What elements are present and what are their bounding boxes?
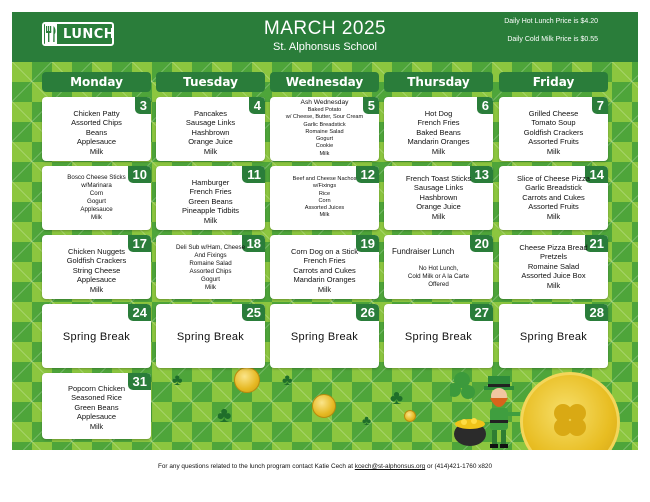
clover-icon: ♣ — [172, 372, 183, 389]
day-cell — [499, 235, 608, 299]
menu-item: Applesauce — [76, 275, 117, 285]
gold-coin-icon — [404, 410, 416, 422]
day-cell — [384, 97, 493, 161]
menu-items — [270, 247, 379, 294]
clover-icon: ♣ — [390, 387, 404, 409]
menu-item: Romaine Salad — [305, 128, 344, 135]
day-header-friday: Friday — [499, 72, 608, 92]
date-number: 31 — [128, 373, 151, 390]
menu-item: Goldfish Crackers — [523, 127, 584, 137]
date-number: 5 — [363, 97, 379, 114]
menu-item: Assorted Fruits — [528, 202, 579, 212]
menu-item: Pancakes — [194, 109, 227, 118]
menu-item: Milk — [319, 212, 330, 219]
date-number: 27 — [470, 304, 493, 321]
menu-item: Beef and Cheese Nachos — [292, 176, 357, 182]
spring-break-label: Spring Break — [62, 331, 131, 343]
menu-item: Orange Juice — [188, 137, 233, 147]
calendar-frame — [12, 12, 638, 450]
menu-item: Mandarin Oranges — [293, 275, 356, 285]
day-cell — [270, 166, 379, 230]
menu-item: Milk — [431, 211, 446, 221]
menu-item: Romaine Salad — [189, 260, 232, 268]
menu-items — [384, 109, 493, 156]
menu-item: Ash Wednesday — [300, 99, 349, 106]
menu-item: Cold Milk or A la Carte — [407, 273, 470, 281]
menu-item: Chicken Nuggets — [67, 247, 126, 256]
menu-item: Assorted Juice Box — [521, 271, 586, 281]
date-number: 17 — [128, 235, 151, 252]
menu-items — [42, 109, 151, 156]
menu-item: Milk — [319, 150, 330, 157]
clover-icon: ♣ — [217, 402, 232, 427]
menu-item: Applesauce — [76, 412, 117, 422]
menu-item: Gogurt — [201, 276, 220, 284]
spring-break-label: Spring Break — [176, 331, 245, 343]
menu-item: And Fixings — [194, 252, 227, 260]
menu-item: Gogurt — [315, 136, 334, 143]
menu-item: Goldfish Crackers — [66, 256, 127, 266]
menu-item: Milk — [546, 211, 561, 221]
menu-item: Milk — [546, 146, 561, 156]
menu-item: Corn — [89, 190, 104, 198]
footer-contact — [0, 463, 650, 470]
menu-item: Milk — [89, 284, 104, 294]
cold-milk-price: Daily Cold Milk Price is $0.55 — [507, 36, 598, 43]
day-header-monday: Monday — [42, 72, 151, 92]
day-cell — [499, 304, 608, 368]
spring-break-label: Spring Break — [290, 331, 359, 343]
day-cell — [42, 97, 151, 161]
menu-item: Pretzels — [539, 252, 568, 262]
menu-item: w/Marinara — [81, 182, 112, 190]
day-cell — [156, 166, 265, 230]
gold-coin-icon — [312, 394, 336, 418]
menu-items — [42, 174, 151, 223]
menu-item: Milk — [203, 146, 218, 156]
menu-item: Milk — [203, 215, 218, 225]
menu-items — [270, 99, 379, 158]
date-number: 25 — [242, 304, 265, 321]
menu-item: Chicken Patty — [73, 109, 120, 118]
date-number: 28 — [585, 304, 608, 321]
menu-item: Gogurt — [87, 198, 106, 206]
day-cell — [499, 97, 608, 161]
menu-item: Corn — [318, 197, 331, 204]
menu-item: Carrots and Cukes — [522, 192, 585, 202]
menu-items — [42, 247, 151, 294]
menu-item: Assorted Chips — [71, 118, 122, 128]
day-header-thursday: Thursday — [384, 72, 493, 92]
clover-icon: ♣ — [282, 372, 293, 389]
date-number: 21 — [585, 235, 608, 252]
date-number: 6 — [477, 97, 493, 114]
menu-item: Orange Juice — [416, 202, 461, 212]
menu-item: Garlic Breadstick — [525, 183, 582, 193]
spring-break-label: Spring Break — [519, 331, 588, 343]
menu-items — [499, 174, 608, 221]
date-number: 19 — [356, 235, 379, 252]
menu-item: Applesauce — [76, 137, 117, 147]
menu-items — [499, 109, 608, 156]
hot-lunch-price: Daily Hot Lunch Price is $4.20 — [504, 18, 598, 25]
menu-item: Hamburger — [191, 178, 230, 187]
logo-label: LUNCH — [63, 26, 116, 42]
menu-items — [270, 176, 379, 220]
menu-item: Assorted Chips — [189, 268, 232, 276]
menu-item: Assorted Juices — [304, 205, 345, 212]
school-name: St. Alphonsus School — [273, 41, 377, 53]
day-header-wednesday: Wednesday — [270, 72, 379, 92]
gold-coin-icon — [234, 367, 260, 393]
menu-items — [156, 109, 265, 156]
menu-item: Applesauce — [80, 206, 113, 214]
menu-item: Assorted Fruits — [528, 137, 579, 147]
menu-item: Romaine Salad — [527, 261, 580, 271]
menu-item: Pineapple Tidbits — [181, 206, 240, 216]
menu-item: Beans — [85, 127, 108, 137]
menu-item: Deli Sub w/Ham, Cheese — [175, 244, 246, 251]
menu-item: French Fries — [189, 187, 232, 197]
day-cell — [156, 97, 265, 161]
menu-items — [499, 243, 608, 290]
day-cell — [42, 304, 151, 368]
date-number: 13 — [470, 166, 493, 183]
menu-item: Milk — [431, 146, 446, 156]
date-number: 10 — [128, 166, 151, 183]
date-number: 7 — [592, 97, 608, 114]
menu-item: Green Beans — [74, 402, 119, 412]
menu-item: w/ Cheese, Butter, Sour Cream — [285, 114, 364, 121]
menu-item: Grilled Cheese — [528, 109, 579, 118]
day-cell — [384, 235, 493, 299]
footer-text: For any questions related to the lunch program contact Katie Cech at — [157, 463, 355, 470]
date-number: 12 — [356, 166, 379, 183]
menu-item: Garlic Breadstick — [303, 121, 346, 128]
date-number: 20 — [470, 235, 493, 252]
day-cell — [384, 166, 493, 230]
menu-item: Green Beans — [188, 196, 233, 206]
menu-item: Baked Potato — [307, 107, 342, 113]
date-number: 24 — [128, 304, 151, 321]
day-cell — [270, 235, 379, 299]
menu-item: Milk — [91, 214, 102, 222]
day-cell — [156, 235, 265, 299]
leprechaun-illustration — [450, 372, 530, 450]
menu-items — [384, 174, 493, 221]
clover-icon: ♣ — [362, 412, 372, 428]
menu-item: Corn Dog on a Stick — [290, 247, 359, 256]
menu-item: Hashbrown — [419, 192, 458, 202]
menu-item: Milk — [89, 146, 104, 156]
menu-item: Milk — [317, 284, 332, 294]
day-header-tuesday: Tuesday — [156, 72, 265, 92]
menu-items — [42, 384, 151, 431]
menu-items — [384, 265, 493, 289]
day-cell — [499, 166, 608, 230]
date-number: 14 — [585, 166, 608, 183]
menu-item: Slice of Cheese Pizza — [517, 174, 590, 183]
day-cell — [42, 235, 151, 299]
day-cell — [270, 304, 379, 368]
date-number: 3 — [135, 97, 151, 114]
menu-item: Bosco Cheese Sticks — [67, 174, 126, 181]
menu-items — [156, 178, 265, 225]
menu-item: Rice — [318, 190, 331, 197]
header-bar — [12, 12, 638, 62]
menu-item: Cookie — [315, 143, 334, 150]
menu-item: Milk — [546, 280, 561, 290]
menu-item: French Fries — [303, 256, 346, 266]
date-number: 11 — [242, 166, 265, 183]
date-number: 18 — [242, 235, 265, 252]
menu-item: Tomato Soup — [531, 118, 576, 128]
day-cell — [42, 373, 151, 439]
menu-item: Seasoned Rice — [71, 393, 122, 403]
contact-email-link[interactable]: kcech@st-alphonsus.org — [354, 463, 426, 470]
menu-item: French Toast Sticks — [405, 174, 472, 183]
menu-item: Offered — [428, 281, 449, 289]
menu-item: Cheese Pizza Bread — [519, 243, 588, 252]
gold-coin-icon — [520, 372, 620, 450]
spring-break-label: Spring Break — [404, 331, 473, 343]
menu-item: No Hot Lunch, — [418, 265, 459, 272]
menu-item: w/Fixings — [312, 183, 337, 190]
menu-item: String Cheese — [72, 265, 121, 275]
menu-items — [156, 244, 265, 293]
menu-item: Milk — [205, 284, 216, 292]
menu-item: Hot Dog — [424, 109, 453, 118]
day-cell — [156, 304, 265, 368]
day-cell — [270, 97, 379, 161]
month-title: MARCH 2025 — [263, 18, 387, 39]
menu-item: Baked Beans — [416, 127, 461, 137]
date-number: 26 — [356, 304, 379, 321]
menu-item: Milk — [89, 421, 104, 431]
menu-item: Mandarin Oranges — [407, 137, 470, 147]
day-cell — [384, 304, 493, 368]
menu-item: Sausage Links — [185, 118, 236, 128]
fundraiser-title: Fundraiser Lunch — [392, 247, 455, 256]
footer-phone: or (414)421-1760 x820 — [425, 463, 493, 470]
menu-item: French Fries — [417, 118, 460, 128]
date-number: 4 — [249, 97, 265, 114]
day-cell — [42, 166, 151, 230]
menu-item: Sausage Links — [413, 183, 464, 193]
menu-item: Carrots and Cukes — [293, 265, 356, 275]
menu-item: Hashbrown — [191, 127, 230, 137]
menu-item: Popcorn Chicken — [67, 384, 126, 393]
